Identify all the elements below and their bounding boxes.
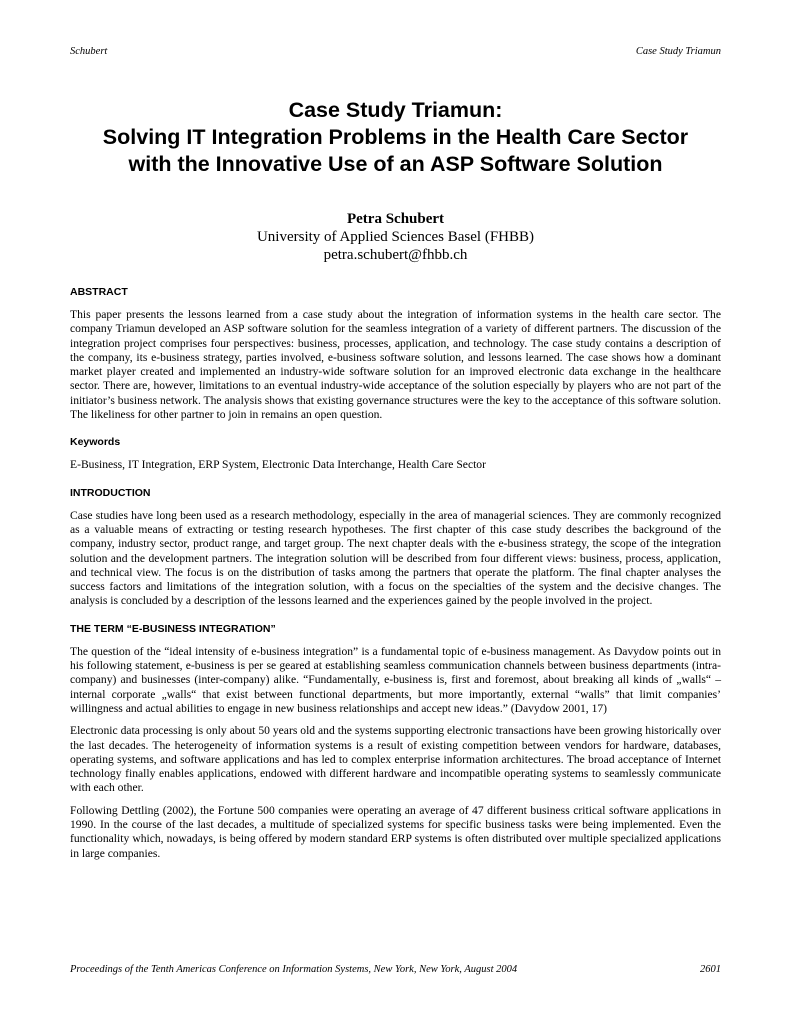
term-paragraph-1: The question of the “ideal intensity of e-business integration” is a fundamental topic of e-business management. As Davydow points out in his following statement, e-business is per se geared at establishing seamless communication channels between business departments (intra-company) and businesses (inter-company) alike. “Fundamentally, e-business is, first and foremost, about breaking all kinds of „walls“ – internal corporate „walls“ that exist between functional departments, but more importantly, external “walls” that limit companies’ willingness and actual abilities to engage in new business relationships and accept new ideas.” (Davydow 2001, 17) (70, 644, 721, 715)
introduction-text: Case studies have long been used as a research methodology, especially in the area of managerial sciences. They are commonly recognized as a valuable means of extracting or testing research hypotheses. The first chapter of this case study describes the background of the company, industry sector, product range, and target group. The next chapter deals with the e-business strategy, the scope of the integration solution and the development partners. The integration solution will be described from four different views: business, process, application, and technical view. The focus is on the distribution of tasks among the partners that operate the platform. The final chapter analyses the success factors and limitations of the integration solution, with a focus on the specialties of the system and the decisive changes. The analysis is concluded by a description of the lessons learned and the experiences gained by the people involved in the project. (70, 508, 721, 608)
page-footer (70, 964, 721, 978)
author-block (60, 210, 731, 264)
title-line-3: with the Innovative Use of an ASP Software Solution (128, 152, 663, 176)
author-affiliation: University of Applied Sciences Basel (FHBB) (256, 229, 535, 245)
header-author: Schubert (70, 46, 108, 57)
term-paragraph-3: Following Dettling (2002), the Fortune 500 companies were operating an average of 47 different business critical software applications in 1990. In the course of the last decades, a multitude of specialized systems for specific business tasks were being implemented. Even the functionality which, nowadays, is being offered by modern standard ERP systems is often distributed over multiple specialized applications in large companies. (70, 803, 721, 860)
running-header (70, 46, 721, 60)
keywords-heading: Keywords (70, 436, 121, 449)
introduction-heading: INTRODUCTION (70, 486, 151, 499)
footer-proceedings: Proceedings of the Tenth Americas Conference on Information Systems, New York, New York, August 2004 (70, 964, 518, 975)
keywords-text: E-Business, IT Integration, ERP System, Electronic Data Interchange, Health Care Sector (70, 458, 486, 472)
abstract-text: This paper presents the lessons learned from a case study about the integration of information systems in the health care sector. The company Triamun developed an ASP software solution for the seamless integration of a variety of different partners. The discussion of the integration project comprises four perspectives: business, processes, application, and technology. The case study contains a description of the company, its e-business strategy, parties involved, e-business software solution, and lessons learned. The case shows how a dominant market player created and implemented an industry-wide software solution for an improved electronic data exchange in the healthcare sector. There are, however, limitations to an eventual industry-wide acceptance of the solution especially by players who are not part of the initiator’s business network. The analysis shows that existing governance structures were the key to the acceptance of this software solution. The likeliness for other partner to join in remains an open question. (70, 308, 721, 422)
page-number: 2601 (700, 964, 721, 975)
title-line-1: Case Study Triamun: (288, 98, 503, 122)
term-section-heading: THE TERM “E-BUSINESS INTEGRATION” (70, 622, 276, 635)
author-email: petra.schubert@fhbb.ch (323, 247, 468, 263)
author-name: Petra Schubert (346, 211, 445, 227)
title-line-2: Solving IT Integration Problems in the Health Care Sector (102, 125, 689, 149)
abstract-heading: ABSTRACT (70, 286, 128, 298)
paper-body (70, 285, 721, 869)
header-short-title: Case Study Triamun (635, 46, 721, 57)
paper-title (60, 97, 731, 178)
term-paragraph-2: Electronic data processing is only about 50 years old and the systems supporting electronic transactions have been growing historically over the last decades. The heterogeneity of information systems is a result of existing competition between vendors for hardware, databases, operating systems, and software applications and has led to complex enterprise information architectures. The broad acceptance of Internet technology finally enables applications, endowed with different hardware and incompatible operating systems to seamlessly communicate with each other. (70, 724, 721, 795)
